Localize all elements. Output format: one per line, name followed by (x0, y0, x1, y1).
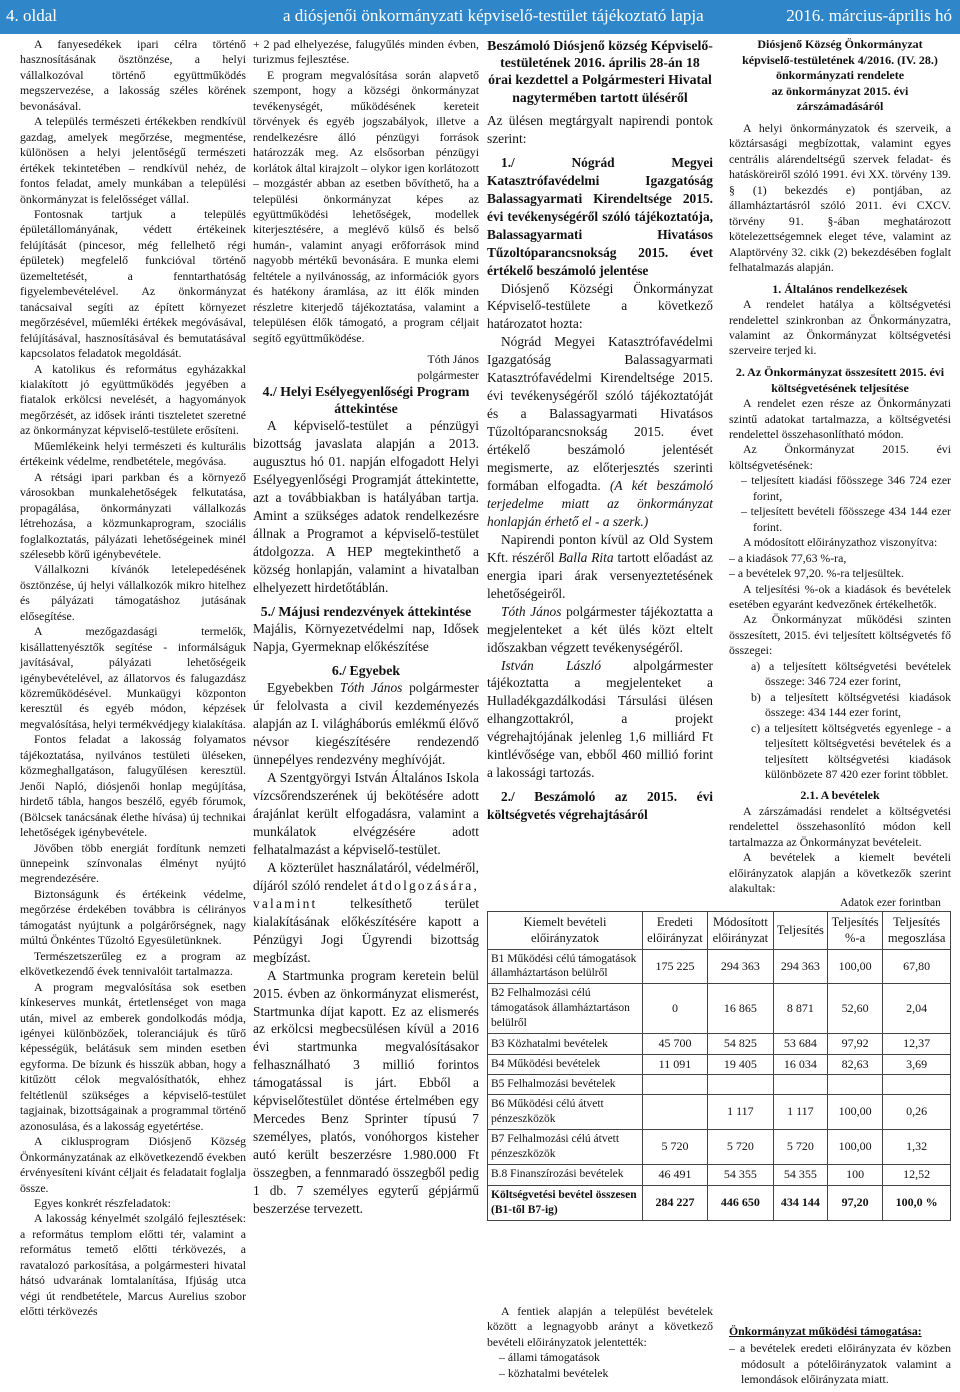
table-row (488, 1130, 951, 1165)
paragraph: Egyes konkrét részfeladatok: (34, 1195, 171, 1210)
cell-value: 100 (827, 1165, 882, 1186)
list-item: – a kiadások 77,63 %-ra, (729, 550, 847, 565)
cell-value: 53 684 (773, 1034, 827, 1055)
cell-value: 2,04 (883, 984, 951, 1034)
section-heading-1: 1./ Nógrád Megyei Katasztrófavédelmi Igazgatóság Balassagyarmati Kirendeltsége 2015. évi tevékenységéről szóló tájékoztatója, Balassagyarmati Hivatásos Tűzoltóparancsnokság 2015. évet értékelő beszámoló jelentése (487, 154, 713, 278)
cell-value: 82,63 (827, 1054, 882, 1075)
cell-value: 294 363 (707, 949, 773, 984)
paragraph: Napirendi ponton kívül az Old System Kft. részéről Balla Rita tartott előadást az energia ipari árak versenyeztetésének lehetőségeiről. (487, 531, 713, 601)
paragraph: A település természeti értékekben rendkívül gazdag, amelyek megőrzése, megmentése, különösen a helyi jelentőségű természeti értékek tekintetében – rendkívül nehéz, de fontos feladat, amely munkában a települési önkormányzat is felelősséget vállal. (20, 114, 246, 206)
table-row (488, 1054, 951, 1075)
paragraph: Diósjenő Községi Önkormányzat Képviselő-testülete a következő határozatot hozta: (487, 280, 713, 332)
table-row (488, 1095, 951, 1130)
paragraph: A képviselő-testület a pénzügyi bizottság javaslata alapján a 2013. augusztus hó 01. napján elfogadott Helyi Esélyegyenlőségi Programját áttekintette, azt a továbbiakban is hatályában tartja. Amint a szükséges adatok rendelkezésre állnak a Programot a képviselő-testület átdolgozza. A HEP megtekinthető a község honlapján, valamint a hivatalban elhelyezett hirdetőtáblán. (253, 418, 479, 596)
table-followup (487, 1304, 713, 1381)
paragraph: A ciklusprogram Diósjenő Község Önkormányzatának az elkövetkezendő években érvényesíteni kívánt céljait és feladatait foglalja össze. (20, 1134, 246, 1195)
paragraph: A program megvalósítása sok esetben kínkeserves munkát, értetlenséget von maga után, mivel az emberek gondolkodás módja, igényei különbözőek, toleranciájuk és tűrő képességük, belátásuk sem minden esetben egyforma. De bízunk és hisszük abban, hogy a kitűzött célok megvalósíthatók, ehhez feltétlenül szükséges a képviselő-testület tagjainak, bizottságainak a programmal történő azonosulása, és a lakosság egyetértése. (20, 979, 246, 1133)
decree-title: képviselő-testületének 4/2016. (IV. 28.) (742, 52, 938, 67)
list-item: b) a teljesített költségvetési kiadások összege: 434 144 ezer forint, (751, 689, 951, 720)
cell-value: 45 700 (643, 1034, 708, 1055)
cell-value: 5 720 (773, 1130, 827, 1165)
cell-value: 16 034 (773, 1054, 827, 1075)
cell-value: 175 225 (643, 949, 708, 984)
table-row (488, 1075, 951, 1095)
section-heading: 2.1. A bevételek (800, 788, 880, 803)
paragraph: + 2 pad elhelyezése, falugyűlés minden évben, turizmus fejlesztése. (253, 37, 479, 67)
column-header: Kiemelt bevételi előirányzatok (488, 912, 643, 950)
paragraph: A Szentgyörgyi István Általános Iskola vízcsőrendszerének új bekötésére adott árajánlat került elfogadásra, valamint a munkálatok elvégzésére adott felhatalmazást a képviselő-testület. (253, 770, 479, 857)
row-label: B1 Működési célú támogatások államháztartáson belülről (488, 949, 643, 984)
paragraph: E program megvalósítása során alapvető szempont, hogy a községi önkormányzat tevékenységét, működésének kereteit törvények és egyéb jogszabályok, illetve a rendelkezésre álló pénzügyi források határozzák meg. Az elsősorban pénzügyi korlátok által kirajzolt – olykor igen korlátozott – mozgástér abban az esetben bővíthető, ha a települési önkormányzat képes az együttműködési lehetőségek, modellek kiterjesztésére, a meglévő külső és belső humán-, valamint anyagi erőforrások mind nagyobb mértékű bevonására. E munka elemi feltétele a nyilvánosság, az információk gyors és hatékony áramlása, az itt élők minden részletre kiterjedő tájékoztatása, valamint a településen élők támogató, a program céljait segítő együttműködése. (253, 67, 479, 345)
cell-value: 294 363 (773, 949, 827, 984)
paragraph: A Startmunka program keretein belül 2015. évben az önkormányzat elismerést, Startmunka díjat kapott. Ez az elismerés az erkölcsi megbecsülésen kívül a 2016 évi startmunka megvalósításakor felhasználható 3 millió forintos támogatással is járt. Ebből a képviselőtestület döntése értelmében egy Mercedes Benz Sprinter típusú 7 személyes, platós, vonóhorgos kisteher autó került beszerzésre 1.980.000 Ft összegben, a fennmaradó összegből pedig 1 db. 7 személyes egyterű gépjármű beszerzése tervezett. (253, 967, 479, 1216)
list-item: – állami támogatások (499, 1350, 600, 1365)
cell-value (707, 1075, 773, 1095)
column-3 (487, 37, 713, 824)
cell-value: 284 227 (643, 1185, 708, 1220)
list-item: – teljesített kiadási főösszege 346 724 ezer forint, (741, 473, 951, 503)
cell-value (643, 1075, 708, 1095)
cell-value: 100,00 (827, 1130, 882, 1165)
cell-value: 54 355 (773, 1165, 827, 1186)
paragraph: Nógrád Megyei Katasztrófavédelmi Igazgatóság Balassagyarmati Katasztrófavédelmi Kirendeltsége 2015. évi tevékenységéről szóló tájékoztatóját és a Balassagyarmati Hivatásos Tűzoltóparancsnokság 2015. évet értékelő beszámoló jelentését megismerte, az előterjesztés szerinti formában elfogadta. (A két beszámoló terjedelme miatt az önkormányzat honlapján érhető el - a szerk.) (487, 334, 713, 529)
cell-value: 100,0 % (883, 1185, 951, 1220)
table-row (488, 1185, 951, 1220)
paragraph: A teljesítési %-ok a kiadások és bevételek esetében egyaránt kedvezőnek értékelhetők. (729, 581, 951, 611)
list-item: c) a teljesített költségvetés egyenlege - a teljesített költségvetési bevételek és a teljesített költségvetési kiadások különbözete 87 420 ezer forint többlet. (751, 720, 951, 781)
decree-title: önkormányzati rendelete (775, 68, 905, 83)
signature-title: polgármester (417, 367, 479, 382)
paragraph: Az ülésen megtárgyalt napirendi pontok szerint: (487, 112, 713, 146)
section-heading: 1. Általános rendelkezések (772, 281, 908, 296)
cell-value: 67,80 (883, 949, 951, 984)
paragraph: Tóth János polgármester tájékoztatta a megjelenteket a két ülés közt eltelt időszakban végzett tevékenységéről. (487, 603, 713, 655)
cell-value: 1,32 (883, 1130, 951, 1165)
paragraph: A fanyesedékek ipari célra történő hasznosításának ösztönzése, a helyi vállalkozóval történő együttműködés megszervezése, a lakosság széles körének bevonásával. (20, 37, 246, 113)
cell-value: 52,60 (827, 984, 882, 1034)
paragraph: A rendelet hatálya a költségvetési rendelettel szinkronban az Önkormányzatra, valamint az Önkormányzat költségvetési szerveire terjed ki. (729, 297, 951, 358)
section-heading-6: 6./ Egyebek (331, 663, 401, 679)
column-4 (729, 37, 951, 897)
cell-value: 0 (643, 984, 708, 1034)
row-label: B7 Felhalmozási célú átvett pénzeszközök (488, 1130, 643, 1165)
paragraph: Fontosnak tartjuk a település épületállományának, védett értékeinek felújítását (pincesor, még fellelhető régi épületek) megfelelő funkcióval történő üzemeltetését, a fenntarthatóság figyelembevételével. Az önkormányzat tanácsaival segíti az épített környezet megőrzésével, műemléki értékek megóvásával, felújításával, hasznosításával és bemutatásával kapcsolatos feladatok megoldását. (20, 206, 246, 361)
column-header: Teljesítés megoszlása (883, 912, 951, 950)
column-2 (253, 37, 479, 1218)
section-heading-2: 2./ Beszámoló az 2015. évi költségvetés végrehajtásáról (487, 789, 713, 823)
cell-value: 8 871 (773, 984, 827, 1034)
paragraph: Az Önkormányzat 2015. évi költségvetésének: (729, 442, 951, 472)
cell-value: 54 355 (707, 1165, 773, 1186)
section-heading-4: 4./ Helyi Esélyegyenlőségi Program áttekintése (262, 383, 470, 417)
paragraph: A bevételek a kiemelt bevételi előirányzatok alapján a következők szerint alakultak: (729, 850, 951, 896)
section-heading: Önkormányzat működési támogatása: (729, 1324, 922, 1338)
decree-title: az önkormányzat 2015. évi zárszámadásáról (771, 83, 909, 114)
list-item: – a bevételek eredeti előirányzata év közben módosult a pótelőirányzatok valamint a lemondások előirányzata miatt. (729, 1341, 951, 1387)
paragraph: Műemlékeink helyi természeti és kulturális értékeink védelme, rendbetétele, megóvása. (20, 438, 246, 469)
cell-value: 1 117 (707, 1095, 773, 1130)
paragraph: A közterület használatáról, védelméről, díjáról szóló rendelet átdolgozására, valamint telkesíthető terület kialakításának előkészítésére kapott a Pénzügyi Jogi Ügyrendi bizottság megbízást. (253, 859, 479, 965)
cell-value: 446 650 (707, 1185, 773, 1220)
row-label: B3 Közhatalmi bevételek (488, 1034, 643, 1055)
cell-value (773, 1075, 827, 1095)
page-header (0, 0, 960, 34)
cell-value: 100,00 (827, 1095, 882, 1130)
paragraph: Természetszerűleg ez a program az elkövetkezendő évek tennivalóit tartalmazza. (20, 948, 246, 979)
revenue-table (487, 911, 951, 1221)
paragraph: A mezőgazdasági termelők, kisállattenyésztők segítése - informálságuk javításával, pályázati lehetőségeik igénybevételével, az állatorvos és falugazdász közreműködésével. Munkaügyi központon keresztül és egyéb módon, képzések megvalósítása, helyi termékvédjegy kialakítása. (20, 624, 246, 731)
paragraph: Az Önkormányzat működési szinten összesített, 2015. évi teljesített költségvetés fő összegei: (729, 612, 951, 658)
column-header: Eredeti előirányzat (643, 912, 708, 950)
page-number: 4. oldal (6, 6, 57, 25)
list-item: – a bevételek 97,20. %-ra teljesültek. (729, 566, 904, 581)
cell-value: 97,92 (827, 1034, 882, 1055)
column-4-bottom (729, 1324, 951, 1388)
cell-value: 3,69 (883, 1054, 951, 1075)
cell-value: 12,52 (883, 1165, 951, 1186)
column-header: Módosított előirányzat (707, 912, 773, 950)
report-title: Beszámoló Diósjenő község Képviselő-testületének 2016. április 28-án 18 órai kezdettel a Polgármesteri Hivatal nagytermében tartott üléséről (487, 38, 713, 105)
publication-title: a diósjenői önkormányzati képviselő-testület tájékoztató lapja (283, 6, 704, 25)
cell-value: 11 091 (643, 1054, 708, 1075)
table-header-row (488, 912, 951, 950)
cell-value: 54 825 (707, 1034, 773, 1055)
paragraph: Jövőben több energiát fordítunk nemzeti ünnepeink színvonalas élményt nyújtó megrendezésére. (20, 840, 246, 886)
list-item: – teljesített bevételi főösszege 434 144 ezer forint. (741, 504, 951, 534)
paragraph: A katolikus és református egyházakkal kialakított jó együttműködés jegyében a fiatalok erkölcsi nevelését, a hagyományok megőrzését, az idősek iránti tiszteletet szeretné az önkormányzat képviselő-testülete erősíteni. (20, 361, 246, 438)
cell-value (883, 1075, 951, 1095)
section-heading: 2. Az Önkormányzat összesített 2015. évi költségvetésének teljesítése (735, 364, 945, 395)
paragraph: A fentiek alapján a települést bevételek között a legnagyobb arányt a következő bevételi előirányzatok jelentették: (487, 1304, 713, 1349)
table-row (488, 1034, 951, 1055)
paragraph: István László alpolgármester tájékoztatta a megjelenteket a Hulladékgazdálkodási Társulási ülésen elhangzottakról, a projekt végrehajtójának jelenleg 1,6 milliárd Ft kintlévősége van, ebből 460 millió forint a lakossági tartozás. (487, 657, 713, 781)
paragraph: A lakosság kényelmét szolgáló fejlesztések: a református templom előtti tér, valamint a református temető előtti térkövezés, a ravatalozó parkosítása, a polgármesteri hivatal hátsó udvarának lomtalanítása, Ifjúság utca végi út rendbetétele, Marcus Aurelius szobor előtti térkövezés (20, 1211, 246, 1319)
cell-value: 97,20 (827, 1185, 882, 1220)
paragraph: A rétsági ipari parkban és a környező városokban munkalehetőségek felkutatása, propagálása, önkormányzati vállalkozás létrehozása, a közmunkaprogram, szociális foglalkoztatás, pályázati lehetőségeinek minél szélesebb körű igénybevétele. (20, 469, 246, 561)
cell-value: 19 405 (707, 1054, 773, 1075)
signature-name: Tóth János (427, 352, 479, 367)
cell-value: 100,00 (827, 949, 882, 984)
cell-value: 46 491 (643, 1165, 708, 1186)
paragraph: Majális, Környezetvédelmi nap, Idősek Napja, Gyermeknap előkészítése (253, 621, 479, 655)
cell-value: 12,37 (883, 1034, 951, 1055)
row-label: B4 Működési bevételek (488, 1054, 643, 1075)
cell-value: 16 865 (707, 984, 773, 1034)
row-label: B.8 Finanszírozási bevételek (488, 1165, 643, 1186)
decree-title: Diósjenő Község Önkormányzat (757, 37, 923, 51)
cell-value (827, 1075, 882, 1095)
column-header: Teljesítés %-a (827, 912, 882, 950)
section-heading-5: 5./ Májusi rendezvények áttekintése (260, 603, 472, 619)
cell-value: 0,26 (883, 1095, 951, 1130)
paragraph: Vállalkozni kívánók letelepedésének ösztönzése, új helyi vállalkozók mikro hitelhez és pályázati támogatáshoz jutásának elősegítése. (20, 562, 246, 623)
column-1 (20, 37, 246, 1320)
issue-date: 2016. március-április hó (786, 6, 952, 25)
cell-value: 5 720 (707, 1130, 773, 1165)
paragraph: A zárszámadási rendelet a költségvetési rendelettel összehasonlító módon kell tartalmazza az Önkormányzat bevételeit. (729, 804, 951, 849)
paragraph: Fontos feladat a lakosság folyamatos tájékoztatása, nyilvános testületi üléseken, közmeghallgatáson, falugyűlésen keresztül. Jenői Napló, diósjenői honlap megújítása, hirdető tábla, hangos beszélő, egyéb fórumok, (Bölcsek tanácsának élethe hívása) új technikai lehetőségek igénybevétele. (20, 732, 246, 840)
cell-value (643, 1095, 708, 1130)
row-label: B6 Működési célú átvett pénzeszközök (488, 1095, 643, 1130)
cell-value: 5 720 (643, 1130, 708, 1165)
list-item: a) a teljesített költségvetési bevételek összege: 346 724 ezer forint, (751, 658, 951, 689)
table-row (488, 984, 951, 1034)
paragraph: A helyi önkormányzatok és szerveik, a köztársasági megbízottak, valamint egyes centrális alárendeltségű szervek feladat- és hatásköreiről szóló 1991. évi XX. törvény 139. § (1) bekezdés e) pontjában, az államháztartásról szóló 2011. évi CXCV. törvény 91. §-ában meghatározott kötelezettségemnek eleget téve, valamint az Alaptörvény 32. cikk (2) bekezdésében foglalt felhatalmazás alapján. (729, 120, 951, 275)
table-unit-note: Adatok ezer forintban (840, 897, 941, 909)
row-label: Költségvetési bevétel összesen (B1-től B7-ig) (488, 1185, 643, 1220)
table-row (488, 949, 951, 984)
cell-value: 1 117 (773, 1095, 827, 1130)
table-row (488, 1165, 951, 1186)
paragraph: A módosított előirányzathoz viszonyítva: (743, 535, 938, 550)
row-label: B5 Felhalmozási bevételek (488, 1075, 643, 1095)
column-header: Teljesítés (773, 912, 827, 950)
paragraph: Biztonságunk és értékeink védelme, megőrzése érdekében továbbra is célirányos támogatást nyújtunk a polgárőrségnek, nagy múltú Önkéntes Tűzoltó Egyesületünknek. (20, 886, 246, 948)
paragraph: Egyebekben Tóth János polgármester úr felolvasta a civil kezdeményezés alapján az I. világháborús emlékmű élővő névsor kiegészítésére rendezendő ünnepélyes rendezvény meghívóját. (253, 680, 480, 768)
paragraph: A rendelet ezen része az Önkormányzati szintű adatokat tartalmazza, a költségvetési rendelettel összehasonlítható módon. (729, 396, 951, 441)
list-item: – közhatalmi bevételek (499, 1365, 609, 1380)
cell-value: 434 144 (773, 1185, 827, 1220)
row-label: B2 Felhalmozási célú támogatások államháztartáson belülről (488, 984, 643, 1034)
